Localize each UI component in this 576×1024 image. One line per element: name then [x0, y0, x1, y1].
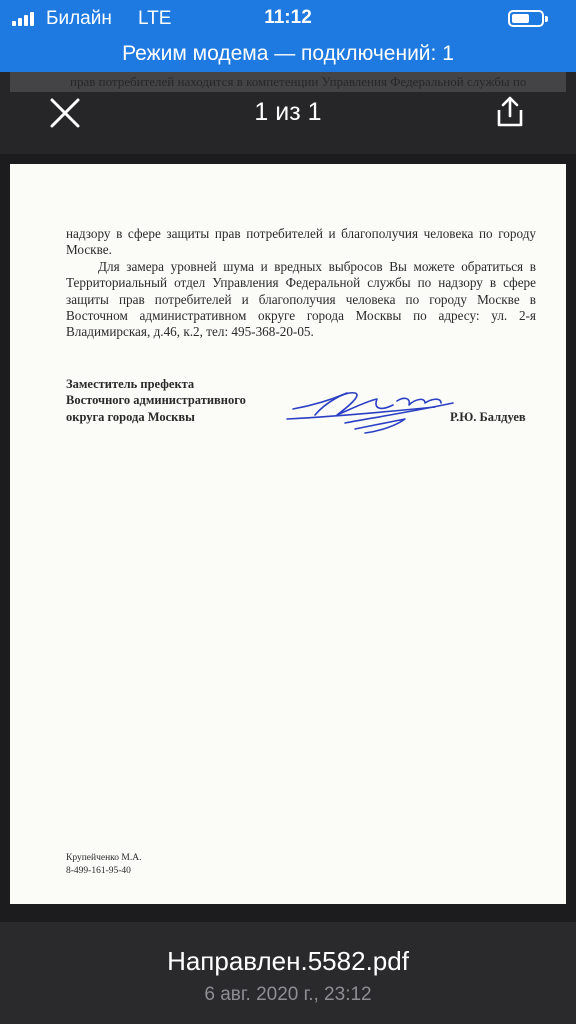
signatory-name: Р.Ю. Балдуев — [450, 410, 526, 424]
share-button[interactable] — [492, 94, 528, 130]
executor-info — [66, 852, 142, 878]
file-date: 6 авг. 2020 г., 23:12 — [204, 984, 372, 1005]
carrier-name: Билайн — [46, 8, 112, 29]
share-icon — [492, 94, 528, 130]
document-page — [10, 164, 566, 904]
battery-icon — [508, 10, 544, 27]
document-paragraph: Для замера уровней шума и вредных выбросов Вы можете обратиться в Территориальный отдел Управления Федеральной службы по надзору в сфере защиты прав потребителей и благополучия человека по городу Москве в Восточном административном округе города Москвы по адресу: ул. 2-я Владимирская, д.46, к.2, тел: 495-368-20-05. — [66, 258, 536, 340]
signatory-title-line: округа города Москвы — [66, 409, 195, 424]
clock: 11:12 — [264, 7, 312, 28]
signatory-title — [66, 376, 286, 425]
document-paragraph: надзору в сфере защиты прав потребителей и благополучия человека по городу Москве. — [66, 226, 536, 258]
file-info-bar — [0, 922, 576, 1024]
status-bar — [0, 0, 576, 38]
document-body — [66, 226, 536, 341]
executor-name: Крупейченко М.А. — [66, 853, 142, 863]
handwritten-signature — [285, 379, 465, 435]
signatory-title-line: Заместитель префекта — [66, 377, 195, 391]
executor-phone: 8-499-161-95-40 — [66, 866, 131, 876]
hotspot-banner[interactable]: Режим модема — подключений: 1 — [0, 38, 576, 72]
viewer-toolbar — [0, 72, 576, 154]
page-counter: 1 из 1 — [254, 98, 322, 126]
file-name: Направлен.5582.pdf — [167, 946, 409, 976]
network-type: LTE — [138, 8, 172, 29]
signatory-title-line: Восточного административного — [66, 393, 246, 408]
